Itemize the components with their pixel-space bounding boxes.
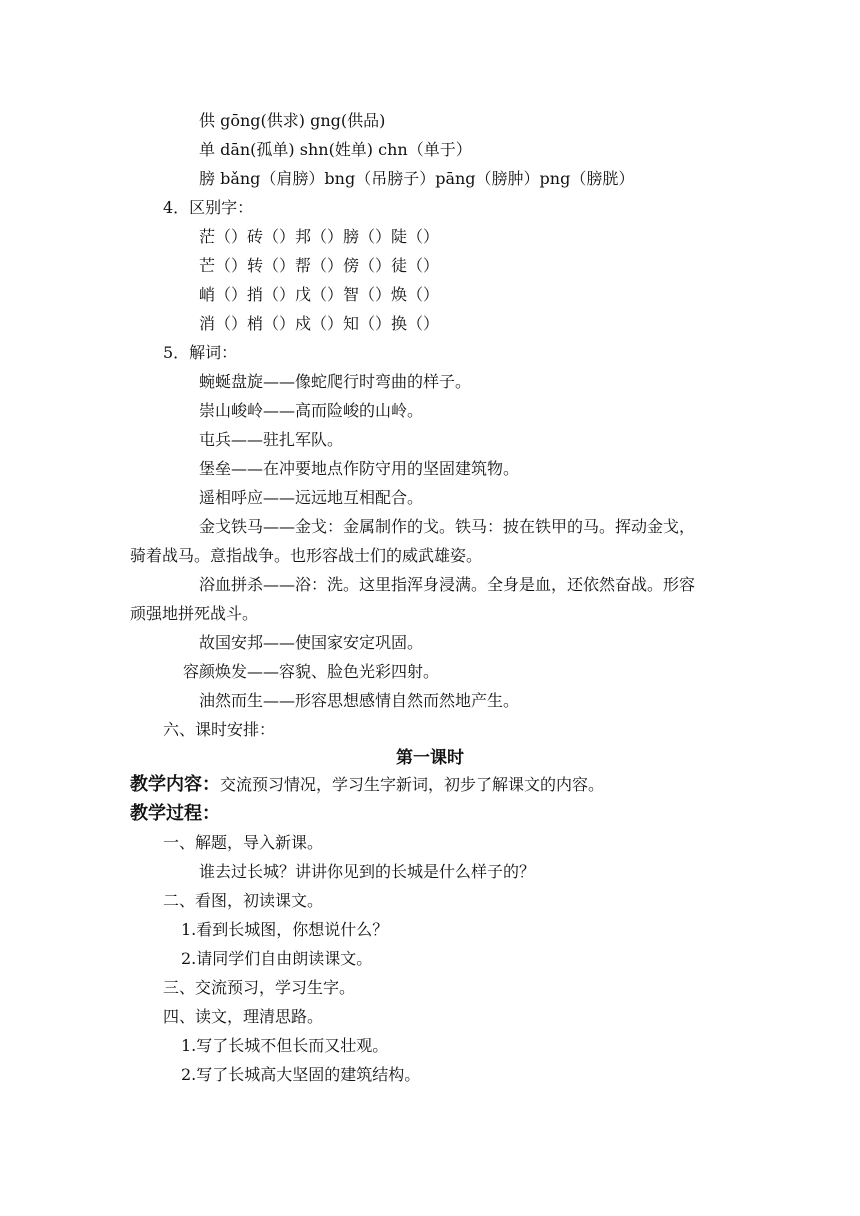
vocabulary-item-continued: 骑着战马。意指战争。也形容战士们的威武雄姿。 — [130, 546, 483, 565]
distinguish-row: 峭（）捎（）戊（）智（）焕（） — [199, 285, 440, 304]
process-step: 一、解题，导入新课。 — [163, 833, 324, 852]
vocabulary-item-continued: 顽强地拼死战斗。 — [130, 604, 259, 623]
distinguish-title: 4．区别字： — [163, 198, 254, 217]
pronunciation-gong: 供 gōng(供求) gng(供品) — [199, 111, 386, 130]
vocabulary-item: 故国安邦——使国家安定巩固。 — [199, 633, 424, 652]
teaching-content — [130, 775, 604, 795]
schedule-title: 六、课时安排： — [163, 720, 276, 739]
process-step: 三、交流预习，学习生字。 — [163, 978, 356, 997]
vocabulary-item: 金戈铁马——金戈：金属制作的戈。铁马：披在铁甲的马。挥动金戈， — [199, 517, 696, 536]
vocabulary-item: 屯兵——驻扎军队。 — [199, 430, 344, 449]
vocabulary-item: 遥相呼应——远远地互相配合。 — [199, 488, 424, 507]
distinguish-row: 茫（）砖（）邦（）膀（）陡（） — [199, 227, 440, 246]
pronunciation-dan: 单 dān(孤单) shn(姓单) chn（单于） — [199, 140, 472, 159]
process-substep: 2.请同学们自由朗读课文。 — [181, 949, 373, 968]
teaching-process-label: 教学过程： — [130, 803, 220, 824]
vocabulary-item: 蜿蜒盘旋——像蛇爬行时弯曲的样子。 — [199, 372, 472, 391]
vocabulary-item: 油然而生——形容思想感情自然而然地产生。 — [199, 691, 520, 710]
distinguish-row: 芒（）转（）帮（）傍（）徒（） — [199, 256, 440, 275]
process-question: 谁去过长城？讲讲你见到的长城是什么样子的？ — [199, 862, 536, 881]
vocabulary-item: 崇山峻岭——高而险峻的山岭。 — [199, 401, 424, 420]
teaching-content-text: 交流预习情况，学习生字新词，初步了解课文的内容。 — [220, 775, 605, 794]
lesson-title: 第一课时 — [396, 748, 464, 768]
process-substep: 1.看到长城图，你想说什么？ — [181, 920, 389, 939]
vocabulary-title: 5．解词： — [163, 343, 238, 362]
distinguish-row: 消（）梢（）戍（）知（）换（） — [199, 314, 440, 333]
process-step: 四、读文，理清思路。 — [163, 1007, 324, 1026]
pronunciation-bang: 膀 bǎng（肩膀）bng（吊膀子）pāng（膀肿）png（膀胱） — [199, 169, 635, 188]
vocabulary-item: 浴血拼杀——浴：洗。这里指浑身浸满。全身是血，还依然奋战。形容 — [199, 575, 696, 594]
process-substep: 1.写了长城不但长而又壮观。 — [181, 1036, 389, 1055]
process-step: 二、看图，初读课文。 — [163, 891, 324, 910]
process-substep: 2.写了长城高大坚固的建筑结构。 — [181, 1065, 421, 1084]
vocabulary-item: 容颜焕发——容貌、脸色光彩四射。 — [183, 662, 440, 681]
vocabulary-item: 堡垒——在冲要地点作防守用的坚固建筑物。 — [199, 459, 520, 478]
teaching-content-label: 教学内容： — [130, 774, 220, 795]
